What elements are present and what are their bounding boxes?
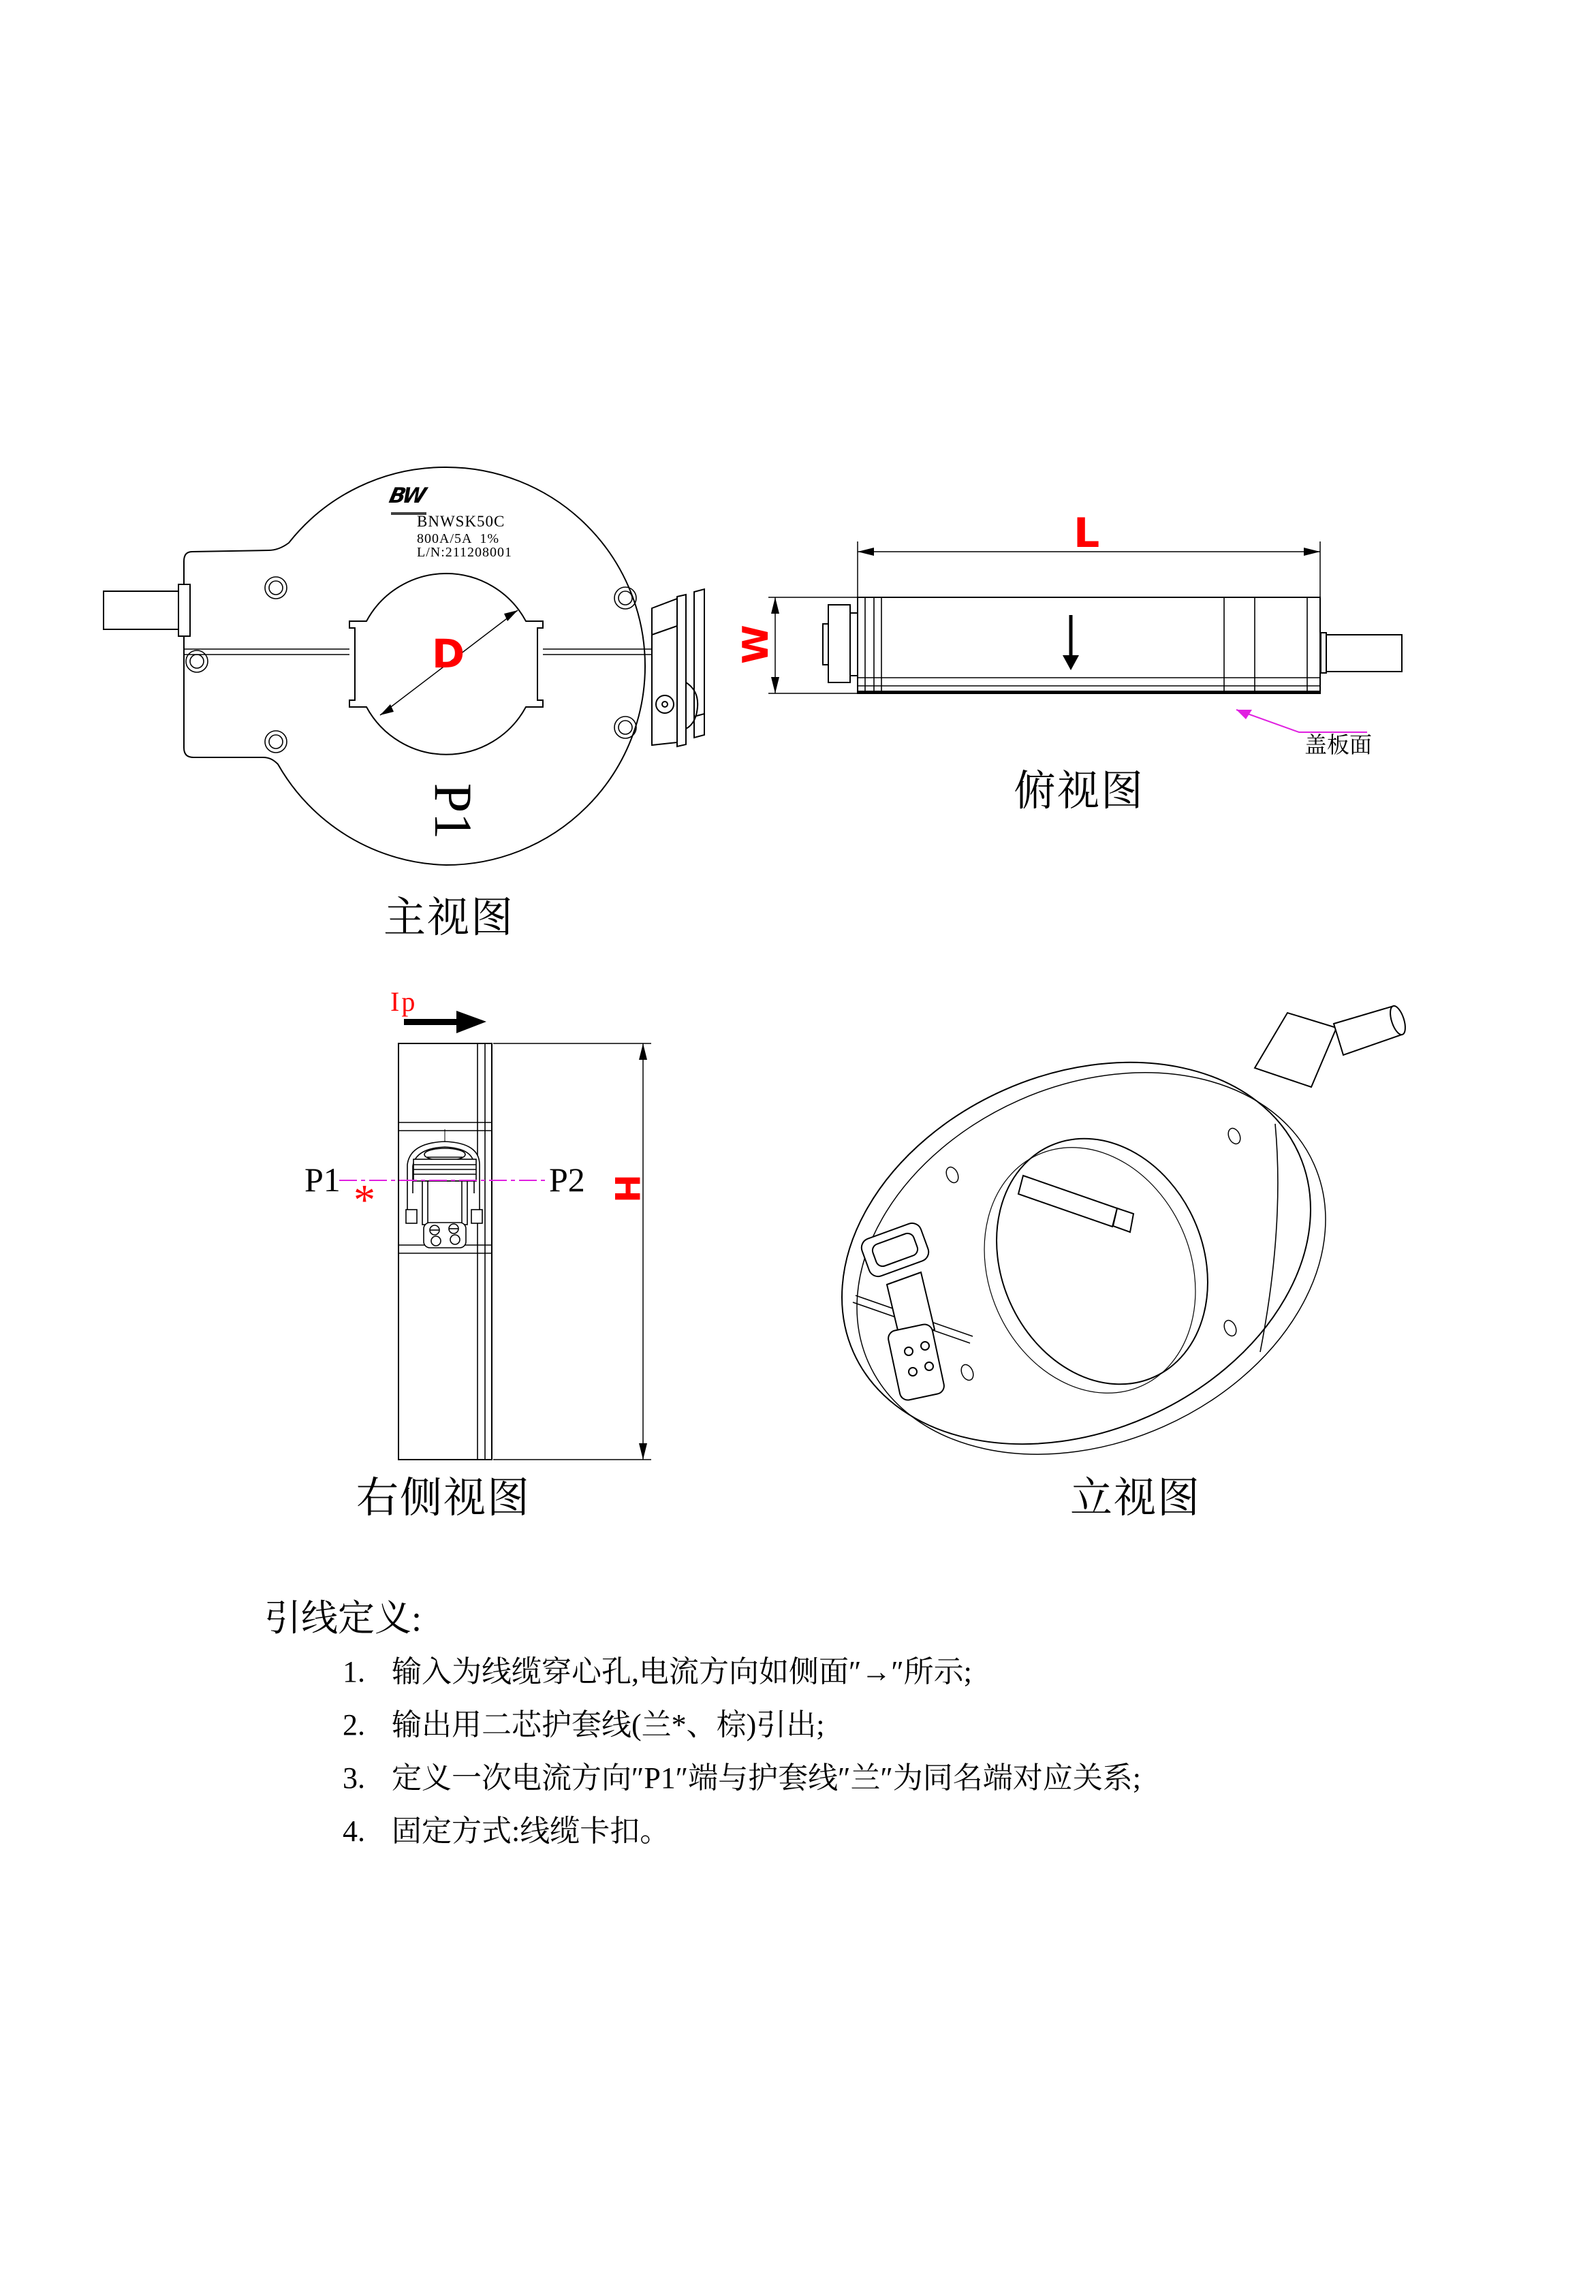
note-item-2-number: 2. — [343, 1708, 365, 1742]
side-height-dimension — [493, 1043, 651, 1460]
note-item-2-text: 输出用二芯护套线(兰*、棕)引出; — [392, 1708, 825, 1742]
front-cable-stub — [104, 591, 184, 629]
nameplate-model: BNWSK50C — [417, 513, 505, 530]
iso-hole-front — [958, 1105, 1246, 1418]
iso-hole-notch — [1018, 1176, 1117, 1227]
note-item-1-number: 1. — [343, 1655, 365, 1688]
front-view-drawing — [104, 467, 704, 865]
top-left-connector — [823, 605, 858, 682]
side-view-title: 右侧视图 — [356, 1475, 531, 1522]
iso-hole-depth — [946, 1114, 1234, 1427]
terminal-p1-label: P1 — [304, 1161, 341, 1199]
iso-stub-plate — [1255, 1013, 1336, 1087]
iso-hole-notch-tab — [1113, 1208, 1133, 1232]
front-view-title: 主视图 — [384, 895, 515, 941]
length-label: L — [1074, 509, 1100, 557]
note-item-4-text: 固定方式:线缆卡扣。 — [392, 1814, 670, 1848]
note-item-3-text: 定义一次电流方向″P1″端与护套线″兰″为同名端对应关系; — [392, 1761, 1141, 1795]
iso-latch — [859, 1221, 945, 1402]
primary-current-label: Ip — [390, 986, 418, 1017]
front-polarity-p1-label: P1 — [424, 783, 483, 840]
note-item-3 — [343, 1753, 1141, 1797]
top-view-title: 俯视图 — [1014, 768, 1145, 815]
notes-heading: 引线定义: — [264, 1598, 422, 1639]
note-item-4-number: 4. — [343, 1814, 365, 1848]
diameter-label: D — [432, 631, 465, 677]
cover-plate-label: 盖板面 — [1304, 734, 1372, 758]
note-item-1 — [343, 1647, 972, 1690]
iso-view-title: 立视图 — [1070, 1475, 1202, 1522]
front-cable-stub-cap — [178, 584, 190, 636]
width-label: W — [736, 625, 777, 664]
nameplate-lot: L/N:211208001 — [417, 545, 513, 560]
terminal-p2-label: P2 — [549, 1161, 585, 1199]
iso-view-drawing — [781, 991, 1408, 1526]
note-item-4 — [343, 1806, 670, 1850]
top-body — [858, 597, 1320, 693]
note-item-1-text: 输入为线缆穿心孔,电流方向如侧面″→″所示; — [392, 1655, 972, 1688]
front-latch — [652, 589, 704, 746]
top-right-cable-stub — [1321, 633, 1402, 673]
iso-screw-holes — [944, 1127, 1242, 1382]
note-item-2 — [343, 1700, 825, 1744]
nameplate-rating: 800A/5A 1% — [417, 531, 499, 546]
iso-side-plate-edge — [1260, 1124, 1278, 1352]
top-view-drawing — [768, 541, 1402, 732]
side-view-drawing — [339, 1011, 651, 1460]
polarity-star-mark: * — [354, 1176, 375, 1224]
brand-logo: BW — [387, 484, 427, 508]
note-item-3-number: 3. — [343, 1761, 365, 1795]
cover-plate-leader — [1236, 710, 1367, 732]
height-label: H — [607, 1174, 646, 1203]
